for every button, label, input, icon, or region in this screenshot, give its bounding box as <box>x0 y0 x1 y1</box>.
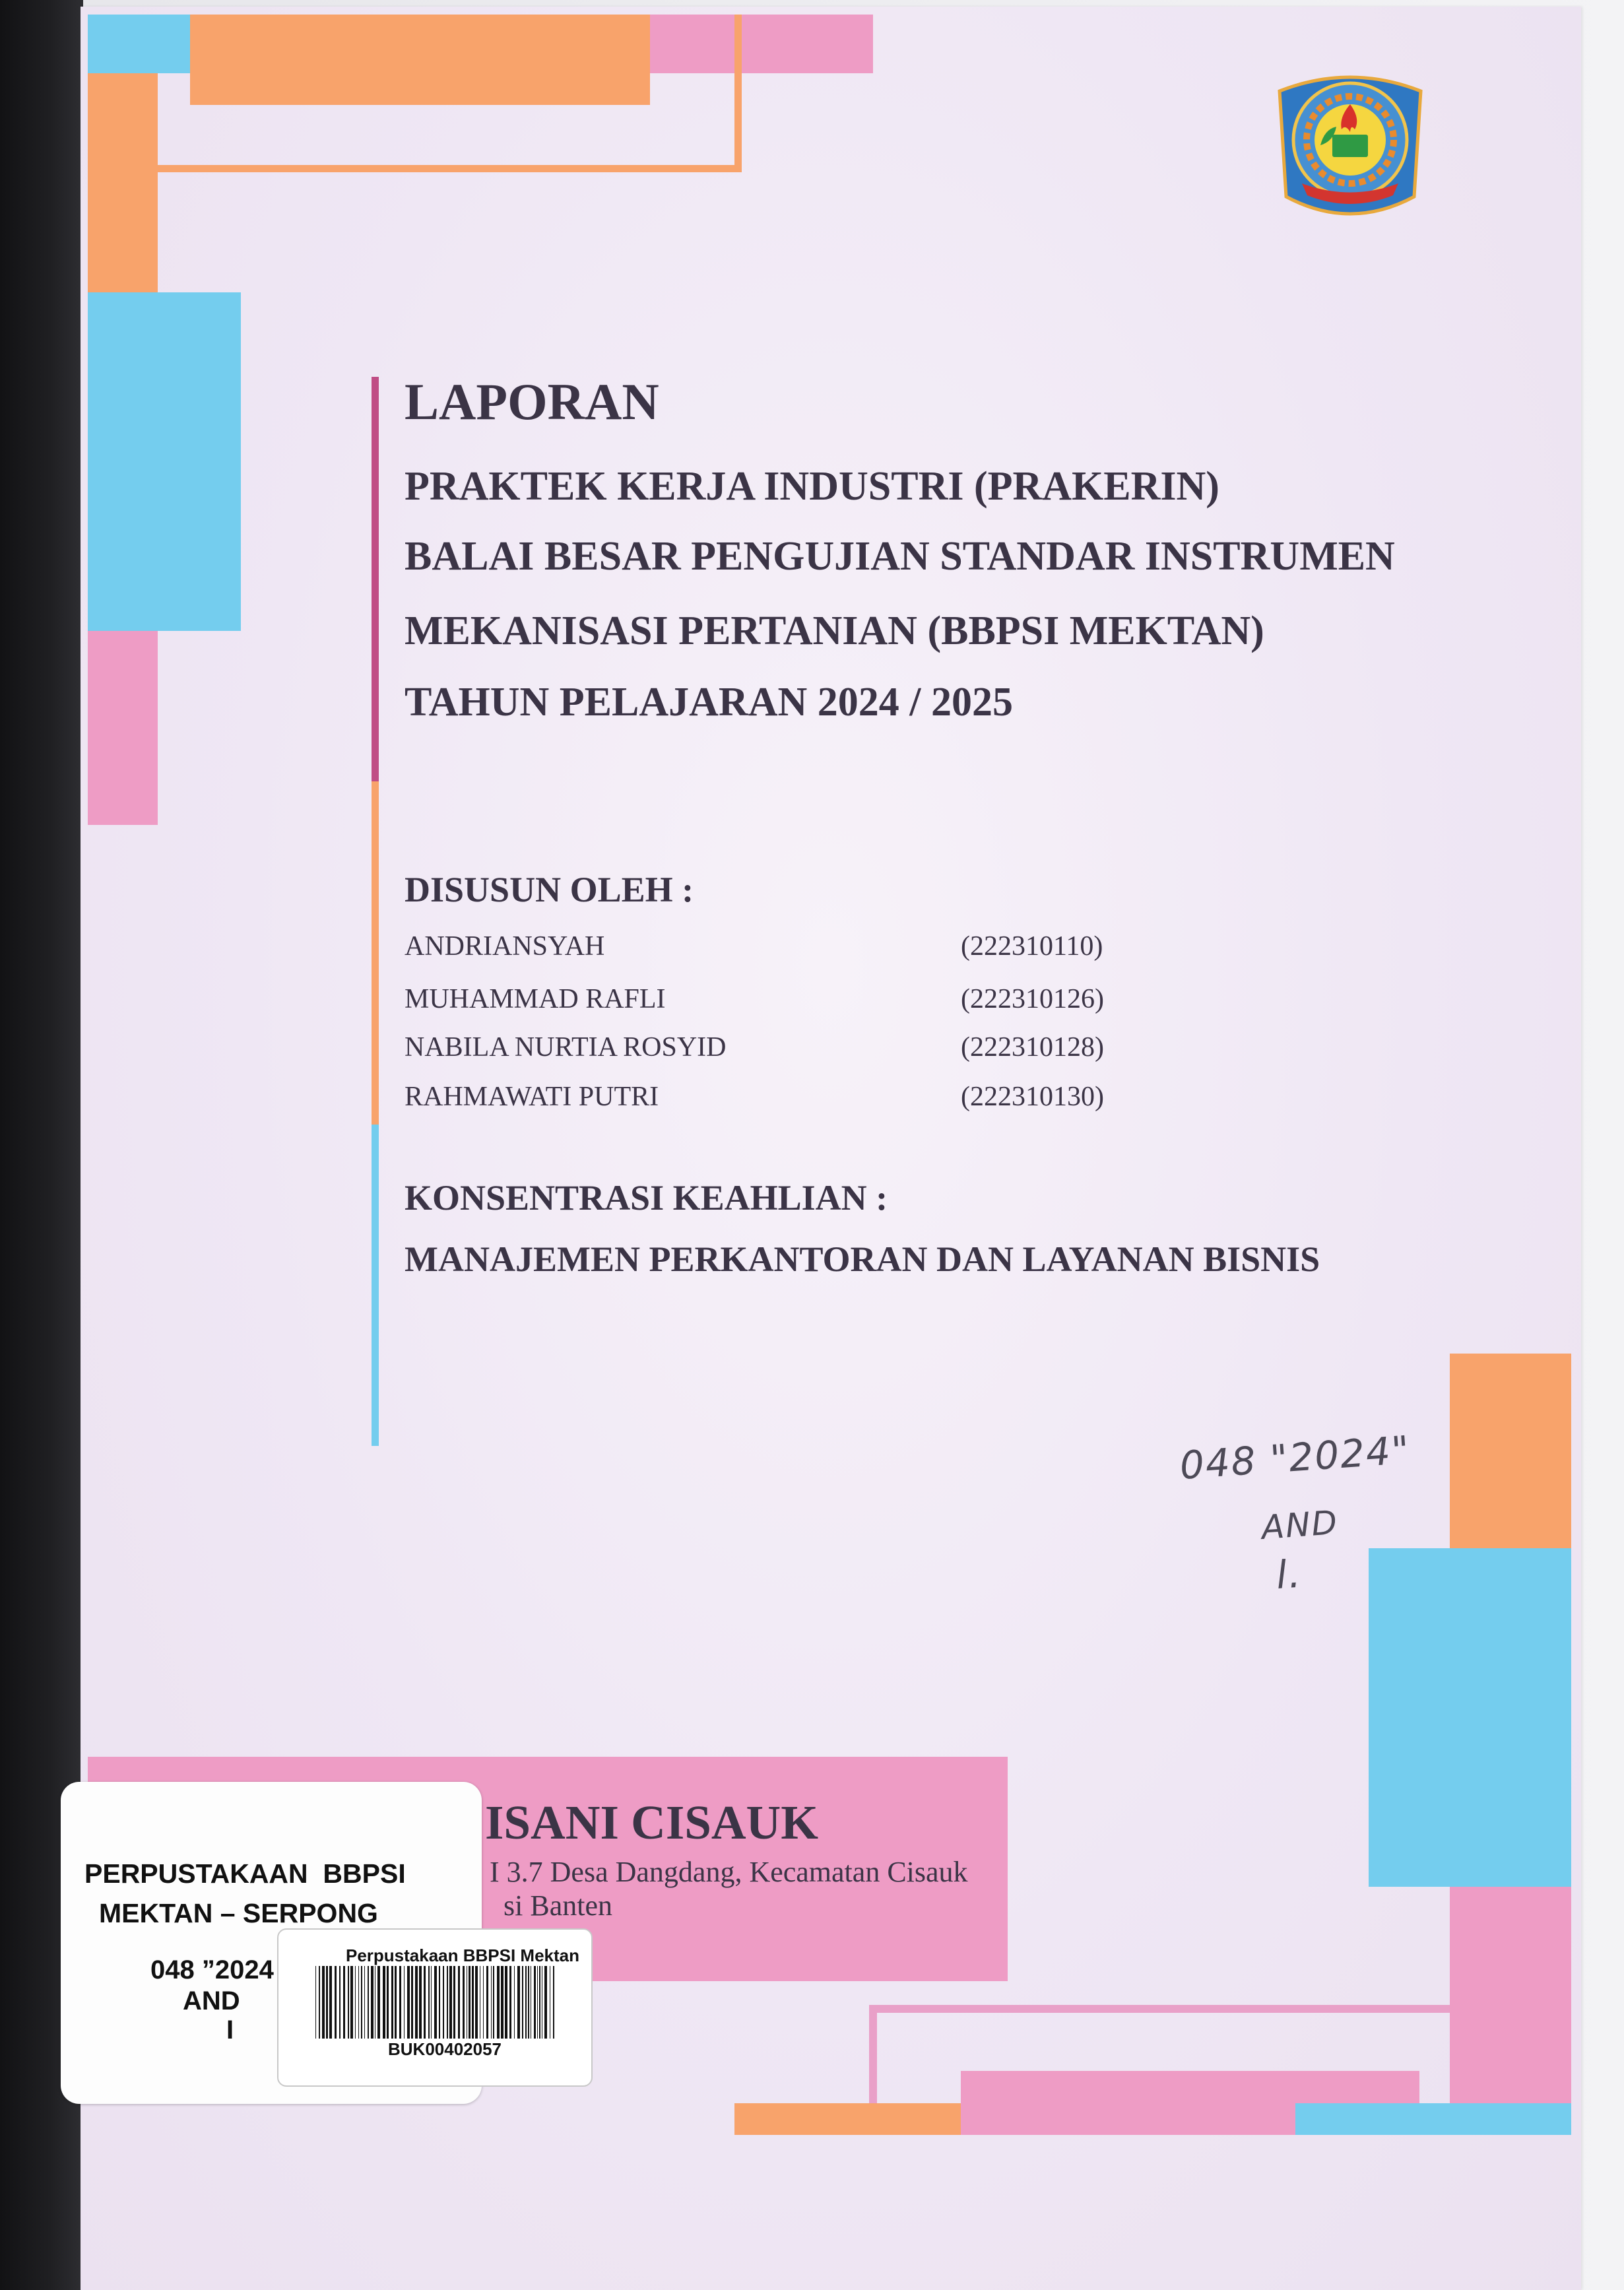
subtitle-line-1: PRAKTEK KERJA INDUSTRI (PRAKERIN) <box>405 464 1219 509</box>
barcode-bar <box>335 1966 337 2039</box>
school-name: ISANI CISAUK <box>485 1796 819 1849</box>
barcode-bar <box>383 1966 385 2039</box>
author-id: (222310126) <box>961 984 1104 1014</box>
barcode-bar <box>469 1966 471 2039</box>
barcode-bar <box>509 1966 511 2039</box>
concentration-value: MANAJEMEN PERKANTORAN DAN LAYANAN BISNIS <box>405 1239 1320 1279</box>
barcode-bar <box>377 1966 380 2039</box>
accent-line-magenta <box>372 377 379 781</box>
barcode-number: BUK00402057 <box>388 2039 502 2059</box>
handwritten-author-code: AND <box>1260 1503 1340 1547</box>
barcode-header: Perpustakaan BBPSI Mektan <box>346 1946 580 1965</box>
barcode-bar <box>395 1966 397 2039</box>
accent-line-cyan <box>372 1125 379 1446</box>
barcode-bar <box>483 1966 484 2039</box>
barcode-bar <box>505 1966 507 2039</box>
report-title: LAPORAN <box>405 373 659 430</box>
barcode-bar <box>361 1966 362 2039</box>
school-logo <box>1268 66 1433 228</box>
decor-top-orange-line-vertical <box>734 15 742 172</box>
author-name: NABILA NURTIA ROSYID <box>405 1032 727 1063</box>
barcode-bar <box>387 1966 389 2039</box>
barcode-bar <box>368 1966 369 2039</box>
decor-bottom-orange-block <box>734 2103 961 2135</box>
barcode-bar <box>358 1966 359 2039</box>
barcode-bar <box>355 1966 356 2039</box>
author-name: RAHMAWATI PUTRI <box>405 1082 659 1112</box>
author-id: (222310128) <box>961 1032 1104 1063</box>
barcode-label <box>277 1928 593 2087</box>
decor-pink-line-horizontal <box>869 2005 1450 2013</box>
author-id: (222310110) <box>961 931 1103 962</box>
decor-top-orange-line-horizontal <box>158 165 742 172</box>
decor-right-orange-block <box>1450 1354 1571 1548</box>
barcode-bar <box>449 1966 452 2039</box>
barcode-bar <box>434 1966 437 2039</box>
barcode-bar <box>522 1966 523 2039</box>
subtitle-line-4: TAHUN PELAJARAN 2024 / 2025 <box>405 680 1013 725</box>
barcode-bar <box>350 1966 353 2039</box>
authors-heading: DISUSUN OLEH : <box>405 870 694 909</box>
decor-bottom-cyan-block <box>1295 2103 1571 2135</box>
barcode-bar <box>315 1966 316 2039</box>
barcode-bar <box>404 1966 405 2039</box>
barcode-bar <box>517 1966 520 2039</box>
subtitle-line-3: MEKANISASI PERTANIAN (BBPSI MEKTAN) <box>405 608 1264 653</box>
barcode-bar <box>525 1966 527 2039</box>
barcode-bar <box>486 1966 488 2039</box>
barcode-bar <box>491 1966 492 2039</box>
author-name: MUHAMMAD RAFLI <box>405 984 666 1014</box>
barcode-bar <box>319 1966 320 2039</box>
barcode-bar <box>493 1966 494 2039</box>
decor-right-pink-block <box>1450 1887 1571 2103</box>
barcode-bar <box>326 1966 328 2039</box>
decor-top-orange-block <box>190 15 650 105</box>
barcode-bar <box>339 1966 341 2039</box>
barcode-bar <box>343 1966 345 2039</box>
barcode-bar <box>534 1966 536 2039</box>
barcode-bar <box>439 1966 440 2039</box>
accent-line-orange <box>372 781 379 1125</box>
handwritten-call-number: 048 "2024" <box>1178 1427 1412 1488</box>
barcode-bar <box>528 1966 529 2039</box>
barcode-bar <box>501 1966 503 2039</box>
barcode-bar <box>322 1966 325 2039</box>
concentration-heading: KONSENTRASI KEAHLIAN : <box>405 1178 888 1218</box>
decor-left-orange-block <box>88 73 158 292</box>
decor-top-pink-block <box>650 15 873 73</box>
subtitle-line-2: BALAI BESAR PENGUJIAN STANDAR INSTRUMEN <box>405 534 1395 579</box>
author-id: (222310130) <box>961 1082 1104 1112</box>
barcode-bar <box>415 1966 418 2039</box>
barcode-bar <box>447 1966 448 2039</box>
barcode-bar <box>472 1966 474 2039</box>
barcode-bar <box>453 1966 455 2039</box>
decor-right-cyan-block <box>1369 1548 1571 1887</box>
barcode-bar <box>411 1966 413 2039</box>
call-number-title: I <box>226 2015 234 2045</box>
barcode-bar <box>514 1966 515 2039</box>
call-number-class: 048 ”2024 <box>150 1955 274 1984</box>
barcode-bar <box>329 1966 332 2039</box>
school-address-line-1: I 3.7 Desa Dangdang, Kecamatan Cisauk <box>490 1856 968 1888</box>
barcode-bar <box>399 1966 401 2039</box>
decor-left-pink-block <box>88 631 158 825</box>
barcode-bar <box>475 1966 478 2039</box>
library-name-line-2: MEKTAN – SERPONG <box>99 1898 378 1928</box>
logo-book <box>1332 135 1368 157</box>
barcode-bar <box>391 1966 393 2039</box>
barcode-bar <box>458 1966 460 2039</box>
school-address-line-2: si Banten <box>503 1889 612 1922</box>
barcode-bar <box>364 1966 365 2039</box>
author-name: ANDRIANSYAH <box>405 931 605 962</box>
barcode-bar <box>497 1966 500 2039</box>
barcode-bar <box>371 1966 374 2039</box>
decor-left-cyan-block <box>88 292 241 631</box>
barcode <box>315 1966 556 2039</box>
barcode-bar <box>553 1966 554 2039</box>
library-name-line-1: PERPUSTAKAAN BBPSI <box>84 1858 406 1889</box>
barcode-bar <box>407 1966 410 2039</box>
barcode-bar <box>539 1966 540 2039</box>
barcode-bar <box>544 1966 547 2039</box>
handwritten-title-code: l. <box>1274 1551 1303 1598</box>
barcode-bar <box>419 1966 422 2039</box>
barcode-bar <box>443 1966 444 2039</box>
barcode-bar <box>431 1966 432 2039</box>
barcode-bar <box>537 1966 538 2039</box>
barcode-bar <box>463 1966 465 2039</box>
barcode-bar <box>348 1966 349 2039</box>
barcode-bar <box>424 1966 426 2039</box>
call-number-author: AND <box>183 1986 240 2015</box>
barcode-bar <box>428 1966 430 2039</box>
